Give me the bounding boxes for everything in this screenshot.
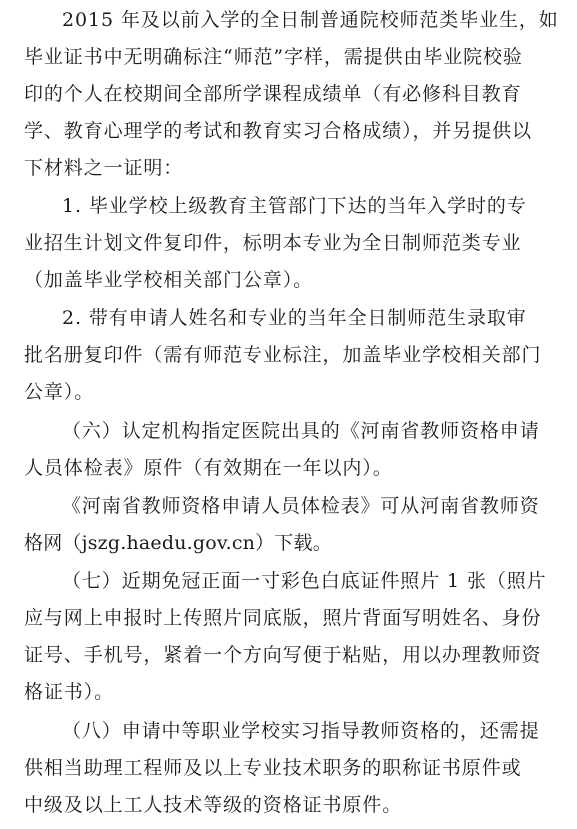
- list-item-2-line-3: 公章）。: [24, 381, 95, 403]
- paragraph-line-4: 学、教育心理学的考试和教育实习合格成绩），并另提供以: [24, 120, 532, 142]
- paragraph-line-3: 印的个人在校期间全部所学课程成绩单（有必修科目教育: [24, 83, 522, 105]
- section-6-note-line-1: 《河南省教师资格申请人员体检表》可从河南省教师资: [62, 495, 540, 517]
- list-item-1-line-1: 1. 毕业学校上级教育主管部门下达的当年入学时的专: [62, 195, 527, 217]
- section-6-line-1: （六）认定机构指定医院出具的《河南省教师资格申请: [62, 420, 540, 442]
- section-8-line-1: （八）申请中等职业学校实习指导教师资格的，还需提: [62, 720, 540, 742]
- section-7-line-2: 应与网上申报时上传照片同底版，照片背面写明姓名、身份: [24, 607, 542, 629]
- paragraph-line-5: 下材料之一证明：: [24, 157, 184, 179]
- section-8-line-2: 供相当助理工程师及以上专业技术职务的职称证书原件或: [24, 757, 522, 779]
- list-item-1-line-2: 业招生计划文件复印件，标明本专业为全日制师范类专业: [24, 232, 522, 254]
- section-7-line-3: 证号、手机号，紧着一个方向写便于粘贴，用以办理教师资: [24, 644, 542, 666]
- section-7-line-4: 格证书）。: [24, 681, 115, 703]
- paragraph-line-2: 毕业证书中无明确标注“师范”字样，需提供由毕业院校验: [24, 46, 523, 68]
- list-item-2-line-1: 2. 带有申请人姓名和专业的当年全日制师范生录取审: [62, 307, 527, 329]
- paragraph-line-1: 2015 年及以前入学的全日制普通院校师范类毕业生，如: [62, 9, 559, 31]
- section-8-line-3: 中级及以上工人技术等级的资格证书原件。: [24, 794, 403, 816]
- section-6-note-line-2: 格网（jszg.haedu.gov.cn）下载。: [24, 532, 332, 554]
- section-7-line-1: （七）近期免冠正面一寸彩色白底证件照片 1 张（照片: [62, 570, 547, 592]
- section-6-line-2: 人员体检表》原件（有效期在一年以内）。: [24, 457, 393, 479]
- list-item-2-line-2: 批名册复印件（需有师范专业标注，加盖毕业学校相关部门: [24, 344, 542, 366]
- list-item-1-line-3: （加盖毕业学校相关部门公章）。: [24, 269, 314, 291]
